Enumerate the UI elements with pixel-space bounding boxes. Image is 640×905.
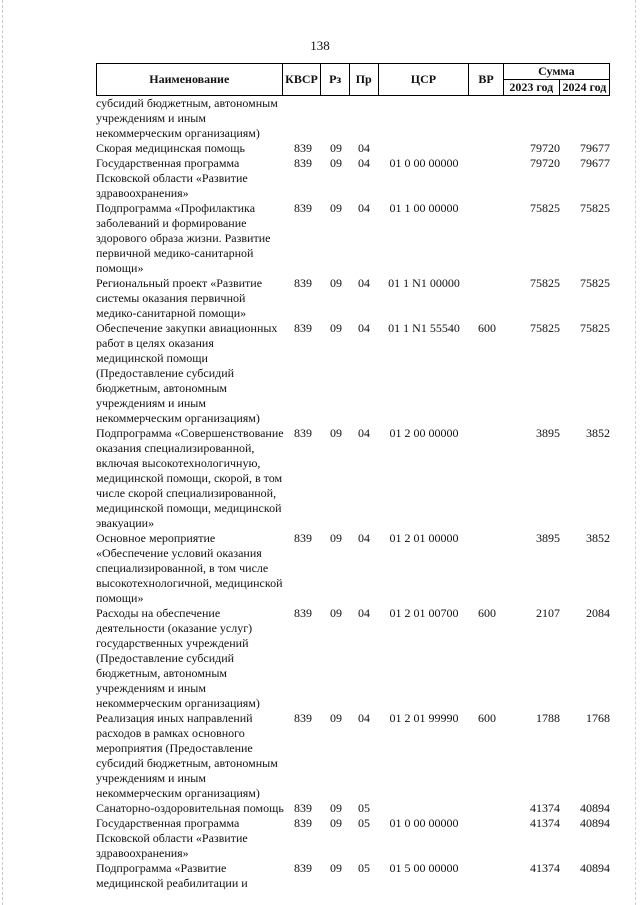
row-sum-2023: 75825 (530, 201, 560, 215)
row-csr: 01 1 00 00000 (389, 201, 459, 215)
row-rz: 09 (330, 801, 342, 815)
row-sum-2023: 2107 (536, 606, 560, 620)
table-row (96, 321, 610, 426)
row-kvsr (284, 96, 322, 141)
row-sum-2024: 3852 (586, 531, 610, 545)
row-name: Подпрограмма «Совершенствование оказания специализированной, включая высокотехнологичную, медицинской помощи, скорой, в том числе скорой специализированной, медицинской помощи, медицинской эвакуации» (96, 426, 284, 530)
table-row (96, 861, 610, 891)
row-kvsr: 839 (294, 861, 312, 875)
row-vr (470, 531, 504, 606)
table-row (96, 711, 610, 801)
row-csr (378, 801, 470, 816)
row-sum-2024: 75825 (580, 276, 610, 290)
table-row (96, 606, 610, 711)
row-kvsr: 839 (294, 801, 312, 815)
row-sum-2023: 3895 (536, 531, 560, 545)
row-rz: 09 (330, 861, 342, 875)
row-sum-2023: 3895 (536, 426, 560, 440)
header-name: Наименование (97, 64, 283, 96)
row-csr: 01 2 01 99990 (389, 711, 459, 725)
row-sum-2023 (504, 96, 560, 141)
row-vr (470, 861, 504, 891)
row-csr: 01 1 N1 55540 (388, 321, 460, 335)
row-kvsr: 839 (294, 426, 312, 440)
row-vr: 600 (478, 606, 496, 620)
row-vr: 600 (478, 711, 496, 725)
row-pr: 05 (358, 861, 370, 875)
header-kvsr: КВСР (282, 64, 321, 96)
row-sum-2024: 1768 (586, 711, 610, 725)
row-sum-2024: 2084 (586, 606, 610, 620)
row-name: субсидий бюджетным, автономным учреждениям и иным некоммерческим организациям) (96, 96, 278, 140)
row-pr: 04 (358, 321, 370, 335)
header-vr: ВР (469, 64, 503, 96)
table-row (96, 816, 610, 861)
row-sum-2024 (560, 96, 610, 141)
row-name: Государственная программа Псковской области «Развитие здравоохранения» (96, 816, 248, 860)
table-row (96, 96, 610, 141)
row-sum-2023: 41374 (530, 816, 560, 830)
header-2024: 2024 год (559, 80, 609, 96)
row-sum-2024: 75825 (580, 201, 610, 215)
row-sum-2024: 40894 (580, 861, 610, 875)
row-vr (470, 96, 504, 141)
row-sum-2023: 41374 (530, 801, 560, 815)
table-header (96, 63, 610, 96)
row-name: Санаторно-оздоровительная помощь (96, 801, 284, 815)
row-vr (470, 156, 504, 201)
row-name: Обеспечение закупки авиационных работ в целях оказания медицинской помощи (Предоставление субсидий бюджетным, автономным учреждениям и иным некоммерческим организациям) (96, 321, 278, 425)
row-sum-2023: 41374 (530, 861, 560, 875)
row-csr (378, 141, 470, 156)
table-row (96, 141, 610, 156)
row-vr (470, 801, 504, 816)
page-number: 138 (310, 38, 330, 53)
row-vr (470, 426, 504, 531)
row-rz: 09 (330, 606, 342, 620)
header-pr: Пр (349, 64, 378, 96)
row-rz: 09 (330, 201, 342, 215)
row-pr: 05 (358, 816, 370, 830)
row-pr: 04 (358, 201, 370, 215)
row-rz (322, 96, 350, 141)
header-csr: ЦСР (378, 64, 469, 96)
table-row (96, 201, 610, 276)
row-name: Скорая медицинская помощь (96, 141, 245, 155)
row-sum-2023: 79720 (530, 156, 560, 170)
row-sum-2024: 40894 (580, 801, 610, 815)
row-vr (470, 141, 504, 156)
row-rz: 09 (330, 141, 342, 155)
row-csr: 01 2 01 00000 (389, 531, 459, 545)
row-sum-2024: 79677 (580, 141, 610, 155)
table-row (96, 531, 610, 606)
row-sum-2024: 79677 (580, 156, 610, 170)
header-sum: Сумма (503, 64, 609, 80)
row-pr: 04 (358, 711, 370, 725)
row-name: Подпрограмма «Профилактика заболеваний и формирование здорового образа жизни. Развитие первичной медико-санитарной помощи» (96, 201, 271, 275)
row-pr: 04 (358, 606, 370, 620)
row-sum-2023: 79720 (530, 141, 560, 155)
header-2023: 2023 год (503, 80, 559, 96)
scan-edge-right (635, 0, 637, 905)
row-rz: 09 (330, 711, 342, 725)
row-vr (470, 201, 504, 276)
row-csr: 01 2 01 00700 (389, 606, 459, 620)
row-csr: 01 0 00 00000 (389, 156, 459, 170)
row-name: Региональный проект «Развитие системы оказания первичной медико-санитарной помощи» (96, 276, 263, 320)
row-kvsr: 839 (294, 156, 312, 170)
row-rz: 09 (330, 321, 342, 335)
row-kvsr: 839 (294, 201, 312, 215)
row-csr (378, 96, 470, 141)
row-sum-2024: 75825 (580, 321, 610, 335)
row-csr: 01 2 00 00000 (389, 426, 459, 440)
row-kvsr: 839 (294, 816, 312, 830)
budget-table (96, 96, 610, 891)
row-rz: 09 (330, 156, 342, 170)
row-kvsr: 839 (294, 531, 312, 545)
table-row (96, 276, 610, 321)
row-pr: 04 (358, 156, 370, 170)
row-kvsr: 839 (294, 711, 312, 725)
row-vr (470, 816, 504, 861)
row-name: Государственная программа Псковской области «Развитие здравоохранения» (96, 156, 248, 200)
table-row (96, 801, 610, 816)
row-rz: 09 (330, 531, 342, 545)
row-kvsr: 839 (294, 321, 312, 335)
row-name: Основное мероприятие «Обеспечение условий оказания специализированной, в том числе высокотехнологичной, медицинской помощи» (96, 531, 283, 605)
row-vr: 600 (478, 321, 496, 335)
row-vr (470, 276, 504, 321)
row-csr: 01 5 00 00000 (389, 861, 459, 875)
row-pr: 04 (358, 276, 370, 290)
table-row (96, 156, 610, 201)
row-sum-2023: 1788 (536, 711, 560, 725)
table-row (96, 426, 610, 531)
row-kvsr: 839 (294, 141, 312, 155)
scan-edge-left (2, 0, 4, 905)
row-csr: 01 0 00 00000 (389, 816, 459, 830)
row-pr (350, 96, 378, 141)
row-pr: 05 (358, 801, 370, 815)
row-sum-2024: 3852 (586, 426, 610, 440)
row-sum-2024: 40894 (580, 816, 610, 830)
row-rz: 09 (330, 816, 342, 830)
row-sum-2023: 75825 (530, 321, 560, 335)
row-kvsr: 839 (294, 606, 312, 620)
row-sum-2023: 75825 (530, 276, 560, 290)
row-kvsr: 839 (294, 276, 312, 290)
row-csr: 01 1 N1 00000 (388, 276, 460, 290)
row-name: Расходы на обеспечение деятельности (оказание услуг) государственных учреждений (Предоставление субсидий бюджетным, автономным учреждениям и иным некоммерческим организациям) (96, 606, 260, 710)
row-pr: 04 (358, 531, 370, 545)
row-name: Подпрограмма «Развитие медицинской реабилитации и (96, 861, 248, 890)
row-pr: 04 (358, 141, 370, 155)
row-rz: 09 (330, 426, 342, 440)
header-rz: Рз (321, 64, 349, 96)
row-rz: 09 (330, 276, 342, 290)
row-name: Реализация иных направлений расходов в рамках основного мероприятия (Предоставление субсидий бюджетным, автономным учреждениям и иным некоммерческим организациям) (96, 711, 278, 800)
row-pr: 04 (358, 426, 370, 440)
